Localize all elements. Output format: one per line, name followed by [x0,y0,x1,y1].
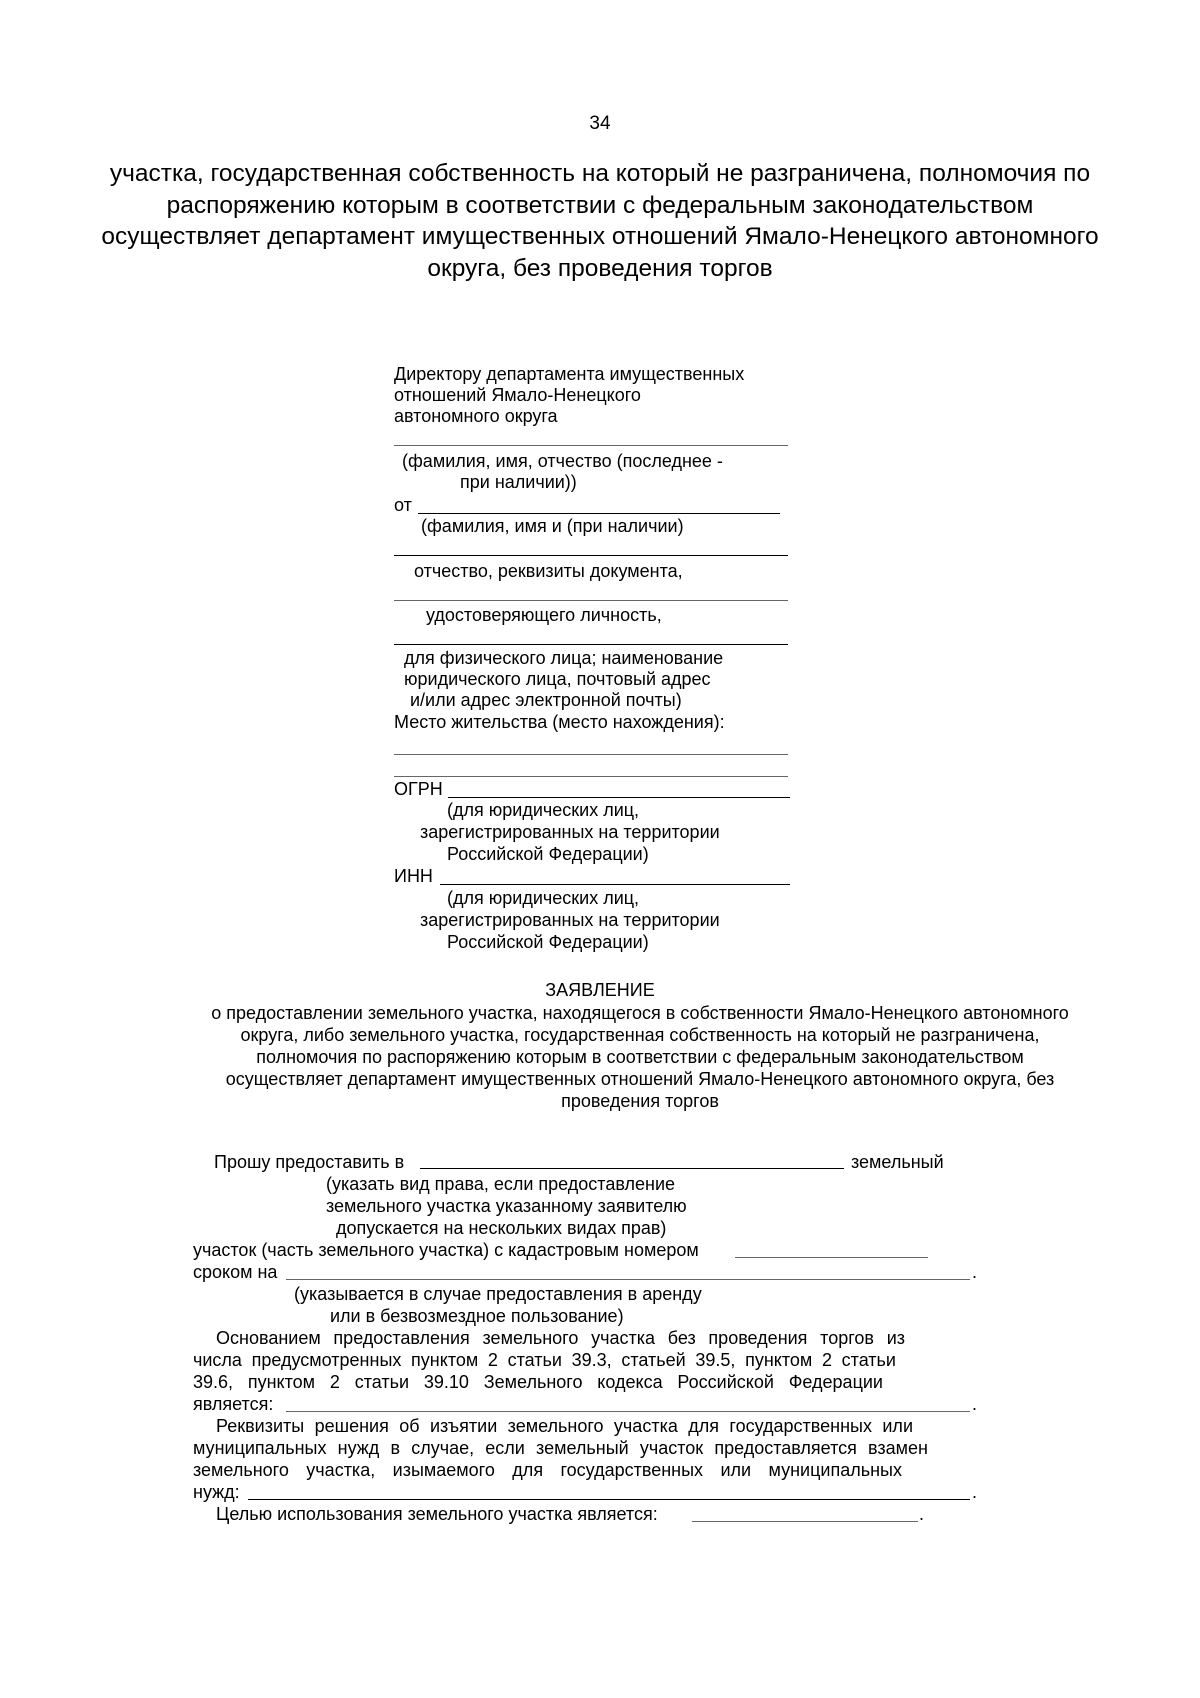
term-hint-1: (указывается в случае предоставления в аренду [294,1284,702,1304]
inn-hint-2: зарегистрированных на территории [420,910,720,930]
residence-label: Место жительства (место нахождения): [394,712,725,732]
application-heading: ЗАЯВЛЕНИЕ [545,980,655,1000]
request-suffix: земельный [851,1152,944,1172]
withdrawal-line-1: Реквизиты решения об изъятии земельного участка для государственных или [216,1416,913,1436]
application-subject: о предоставлении земельного участка, находящегося в собственности Ямало-Ненецкого автономного округа, либо земельного участка, государственная собственность на который не разграничена, полномочия по распоряжению которым в соответствии с федеральным законодательством осуществляет департамент имущественных отношений Ямало-Ненецкого автономного округа, без проведения торгов [211,1003,1069,1111]
director-name-hint-2: при наличии)) [460,472,577,492]
ogrn-hint-2: зарегистрированных на территории [420,822,720,842]
basis-field[interactable] [286,1411,970,1412]
director-name-underline[interactable] [394,445,788,446]
ogrn-label: ОГРН [394,779,443,799]
purpose-field[interactable] [692,1521,918,1522]
applicant-hint-2: отчество, реквизиты документа, [414,561,683,581]
cadastral-label: участок (часть земельного участка) с кадастровым номером [193,1240,699,1260]
applicant-hint-4: для физического лица; наименование [404,648,724,668]
request-prefix: Прошу предоставить в [214,1152,405,1172]
ogrn-field[interactable] [448,797,790,798]
page-number: 34 [589,113,611,134]
withdrawal-line-2: муниципальных нужд в случае, если земельный участок предоставляется взамен [193,1438,928,1458]
addressee-line-1: Директору департамента имущественных [394,364,745,384]
purpose-label: Целью использования земельного участка является: [216,1504,658,1524]
residence-field-1[interactable] [394,754,788,755]
withdrawal-period: . [972,1482,978,1502]
right-hint-2: земельного участка указанному заявителю [326,1196,687,1216]
ogrn-hint-1: (для юридических лиц, [447,800,640,820]
term-label: сроком на [193,1262,278,1282]
withdrawal-line-3: земельного участка, изымаемого для государственных или муниципальных [193,1460,902,1480]
right-type-field[interactable] [420,1168,844,1169]
applicant-hint-5: юридического лица, почтовый адрес [404,669,711,689]
purpose-period: . [919,1504,925,1524]
applicant-line-3-field[interactable] [394,600,788,601]
basis-period: . [972,1394,978,1414]
right-hint-3: допускается на нескольких видах прав) [336,1218,667,1238]
from-label: от [394,495,412,515]
term-hint-2: или в безвозмездное пользование) [330,1306,624,1326]
ogrn-hint-3: Российской Федерации) [447,844,649,864]
inn-field[interactable] [440,884,790,885]
applicant-hint-3: удостоверяющего личность, [426,605,662,625]
inn-hint-1: (для юридических лиц, [447,888,640,908]
applicant-name-field[interactable] [418,513,780,514]
applicant-hint-1: (фамилия, имя и (при наличии) [421,516,684,536]
basis-line-3: 39.6, пунктом 2 статьи 39.10 Земельного кодекса Российской Федерации [193,1372,883,1392]
inn-label: ИНН [394,866,433,886]
residence-field-2[interactable] [394,776,788,777]
addressee-line-3: автономного округа [394,406,558,426]
basis-line-1: Основанием предоставления земельного участка без проведения торгов из [216,1328,905,1348]
inn-hint-3: Российской Федерации) [447,932,649,952]
applicant-line-4-field[interactable] [394,644,788,645]
term-period: . [972,1262,978,1282]
cadastral-number-field[interactable] [735,1257,928,1258]
director-name-hint-1: (фамилия, имя, отчество (последнее - [402,451,723,471]
applicant-line-2-field[interactable] [394,555,788,556]
document-title: участка, государственная собственность на который не разграничена, полномочия по распоряжению которым в соответствии с федеральным законодательством осуществляет департамент имущественных отношений Ямало-Ненецкого автономного округа, без проведения торгов [101,160,1099,282]
withdrawal-field[interactable] [248,1499,970,1500]
withdrawal-line-4: нужд: [193,1482,240,1502]
basis-line-4: является: [193,1394,274,1414]
term-field[interactable] [286,1279,970,1280]
right-hint-1: (указать вид права, если предоставление [326,1174,676,1194]
basis-line-2: числа предусмотренных пунктом 2 статьи 39.3, статьей 39.5, пунктом 2 статьи [193,1350,896,1370]
applicant-hint-6: и/или адрес электронной почты) [410,690,682,710]
addressee-line-2: отношений Ямало-Ненецкого [394,385,641,405]
